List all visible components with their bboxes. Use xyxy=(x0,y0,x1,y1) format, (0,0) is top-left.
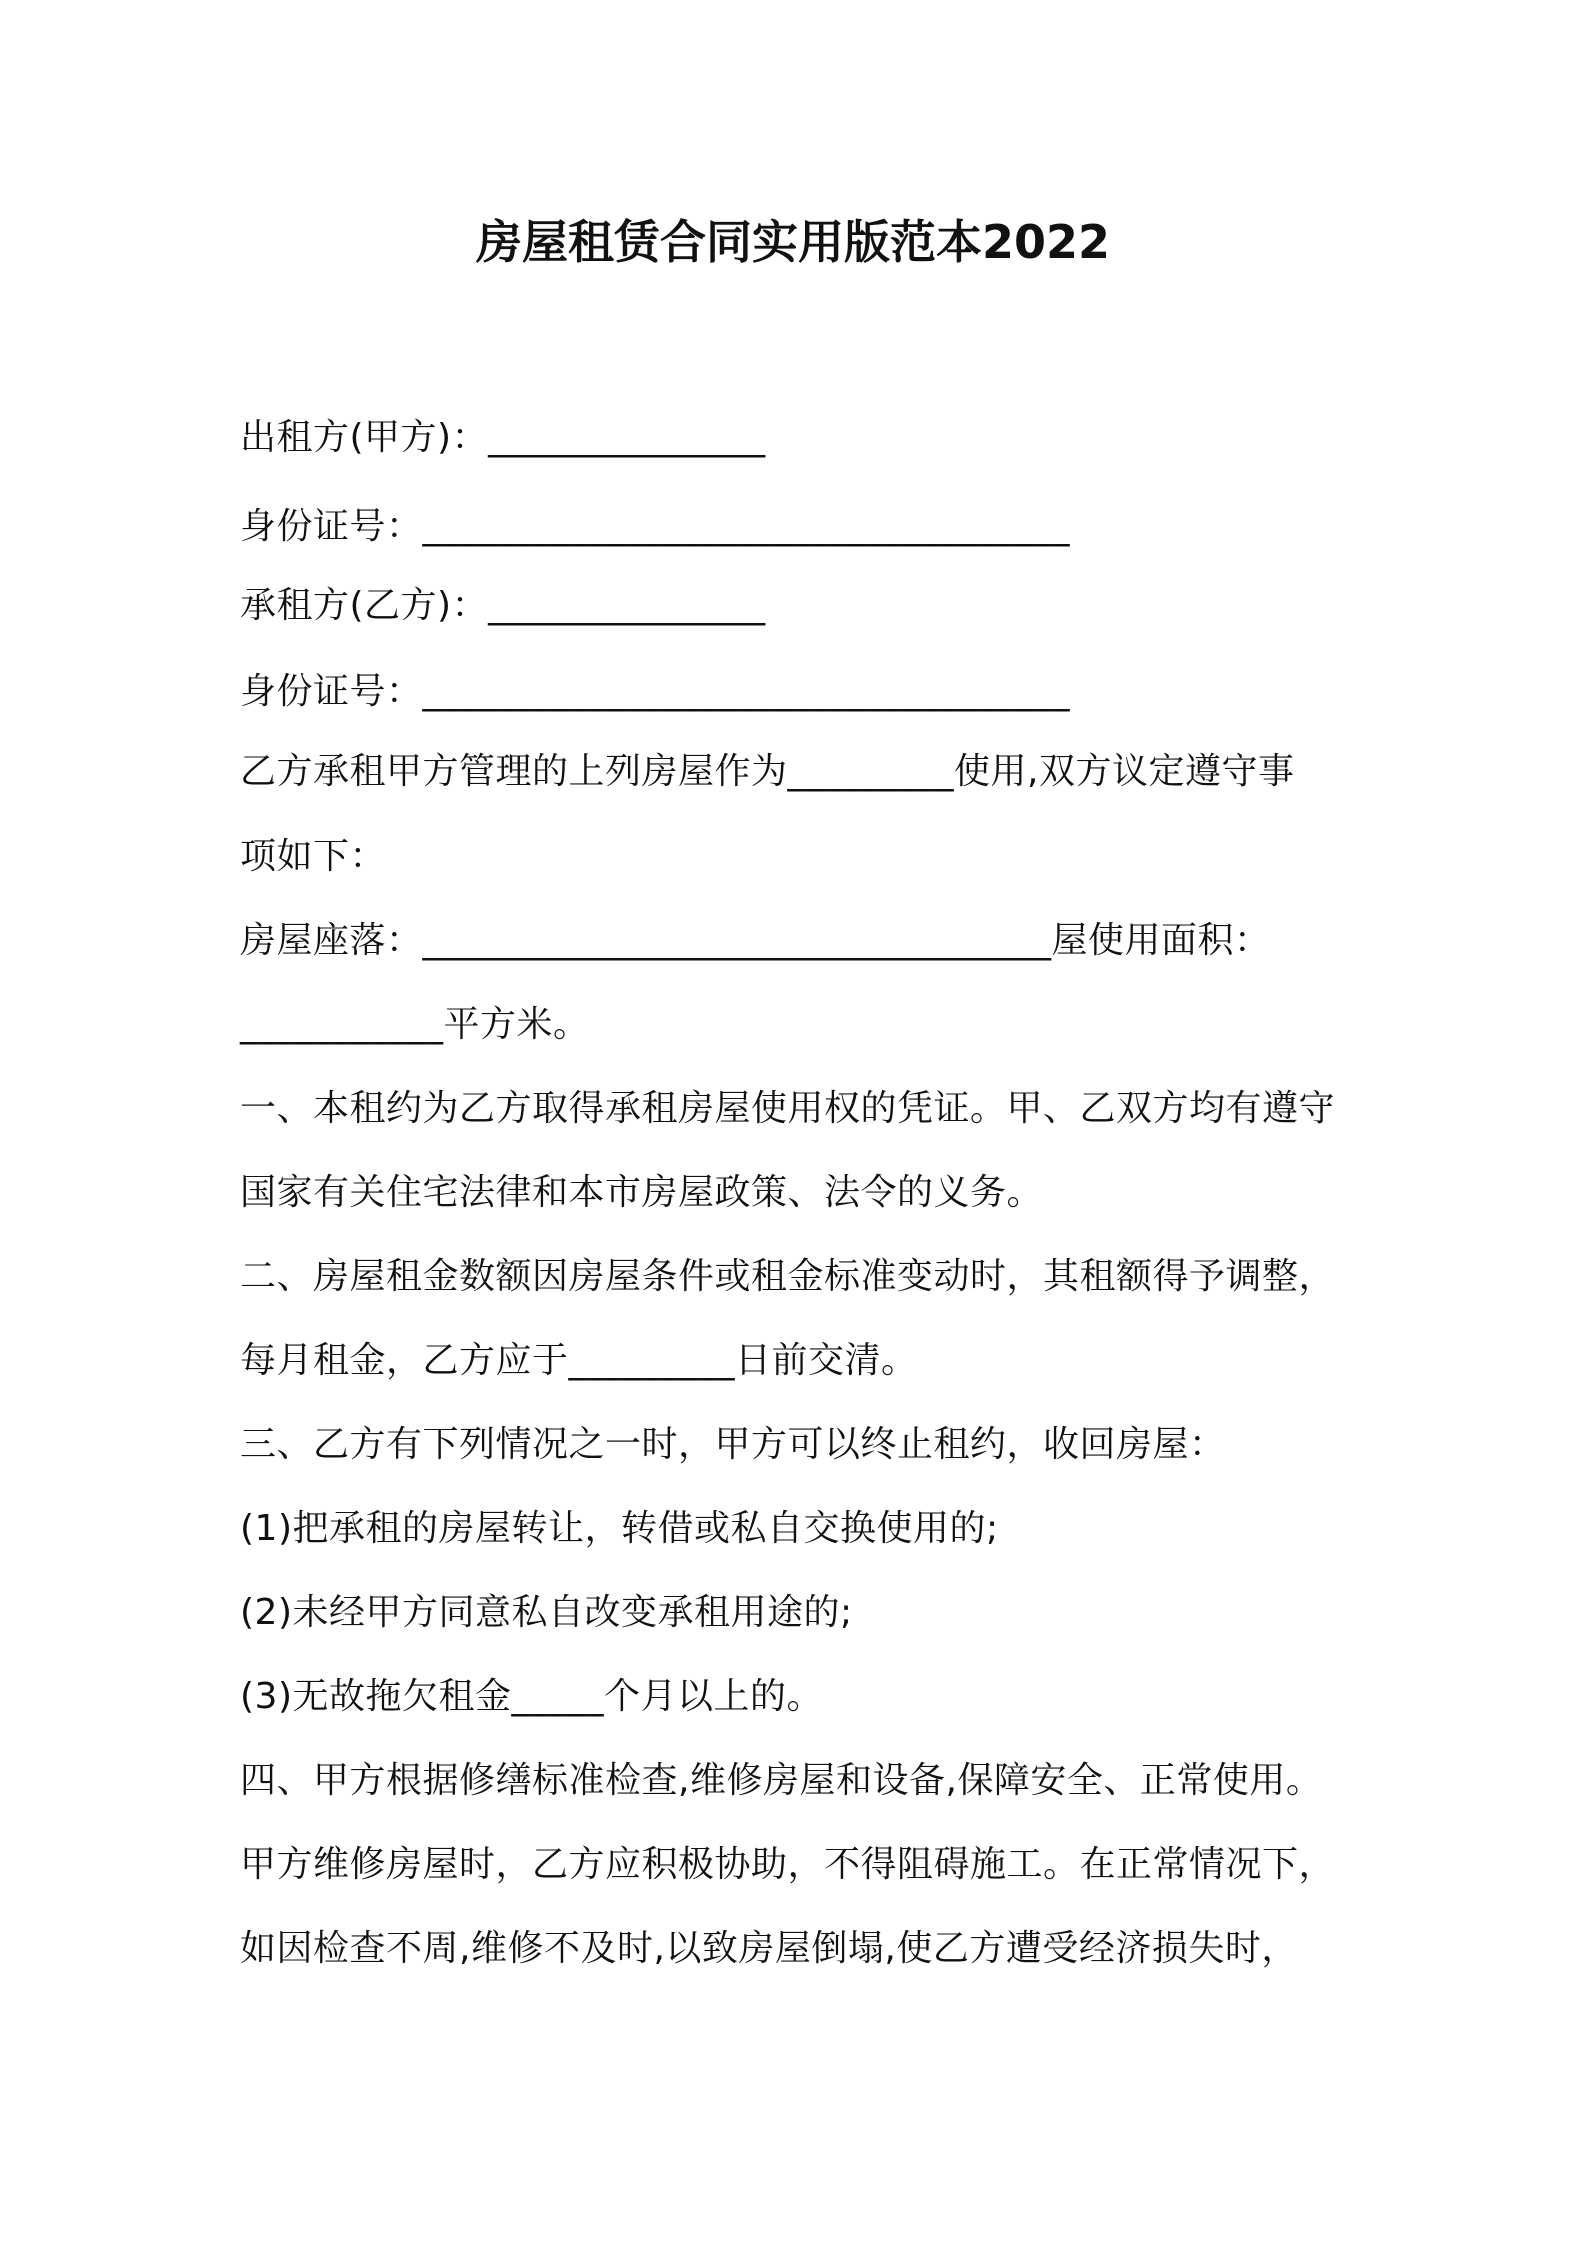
lessor-line: 出租方(甲方)：_______________ xyxy=(240,417,766,458)
clause-3-item-1: (1)把承租的房屋转让，转借或私自交换使用的; xyxy=(240,1508,999,1549)
location-line: 房屋座落：__________________________________屋使用面积： xyxy=(240,920,1271,961)
clause-4-line-2: 甲方维修房屋时，乙方应积极协助，不得阻碍施工。在正常情况下， xyxy=(240,1844,1336,1885)
lessee-id-line: 身份证号：___________________________________ xyxy=(240,671,1071,712)
clause-4-line-1: 四、甲方根据修缮标准检查,维修房屋和设备,保障安全、正常使用。 xyxy=(240,1760,1323,1801)
document-title: 房屋租赁合同实用版范本2022 xyxy=(475,215,1111,269)
clause-1-line-1: 一、本租约为乙方取得承租房屋使用权的凭证。甲、乙双方均有遵守 xyxy=(240,1088,1336,1129)
clause-3-line: 三、乙方有下列情况之一时，甲方可以终止租约，收回房屋： xyxy=(240,1424,1226,1465)
clause-3-item-3: (3)无故拖欠租金_____个月以上的。 xyxy=(240,1676,823,1717)
lessee-line: 承租方(乙方)：_______________ xyxy=(240,585,766,626)
lessor-id-line: 身份证号：___________________________________ xyxy=(240,506,1071,547)
clause-1-line-2: 国家有关住宅法律和本市房屋政策、法令的义务。 xyxy=(240,1172,1044,1213)
clause-4-line-3: 如因检查不周,维修不及时,以致房屋倒塌,使乙方遭受经济损失时， xyxy=(240,1928,1298,1969)
clause-2-line-2: 每月租金，乙方应于_________日前交清。 xyxy=(240,1340,918,1381)
purpose-line: 乙方承租甲方管理的上列房屋作为_________使用,双方议定遵守事 xyxy=(240,751,1295,792)
clause-3-item-2: (2)未经甲方同意私自改变承租用途的; xyxy=(240,1592,853,1633)
purpose-line-cont: 项如下： xyxy=(240,836,387,877)
clause-2-line-1: 二、房屋租金数额因房屋条件或租金标准变动时，其租额得予调整， xyxy=(240,1256,1336,1297)
area-line: ___________平方米。 xyxy=(240,1004,590,1045)
